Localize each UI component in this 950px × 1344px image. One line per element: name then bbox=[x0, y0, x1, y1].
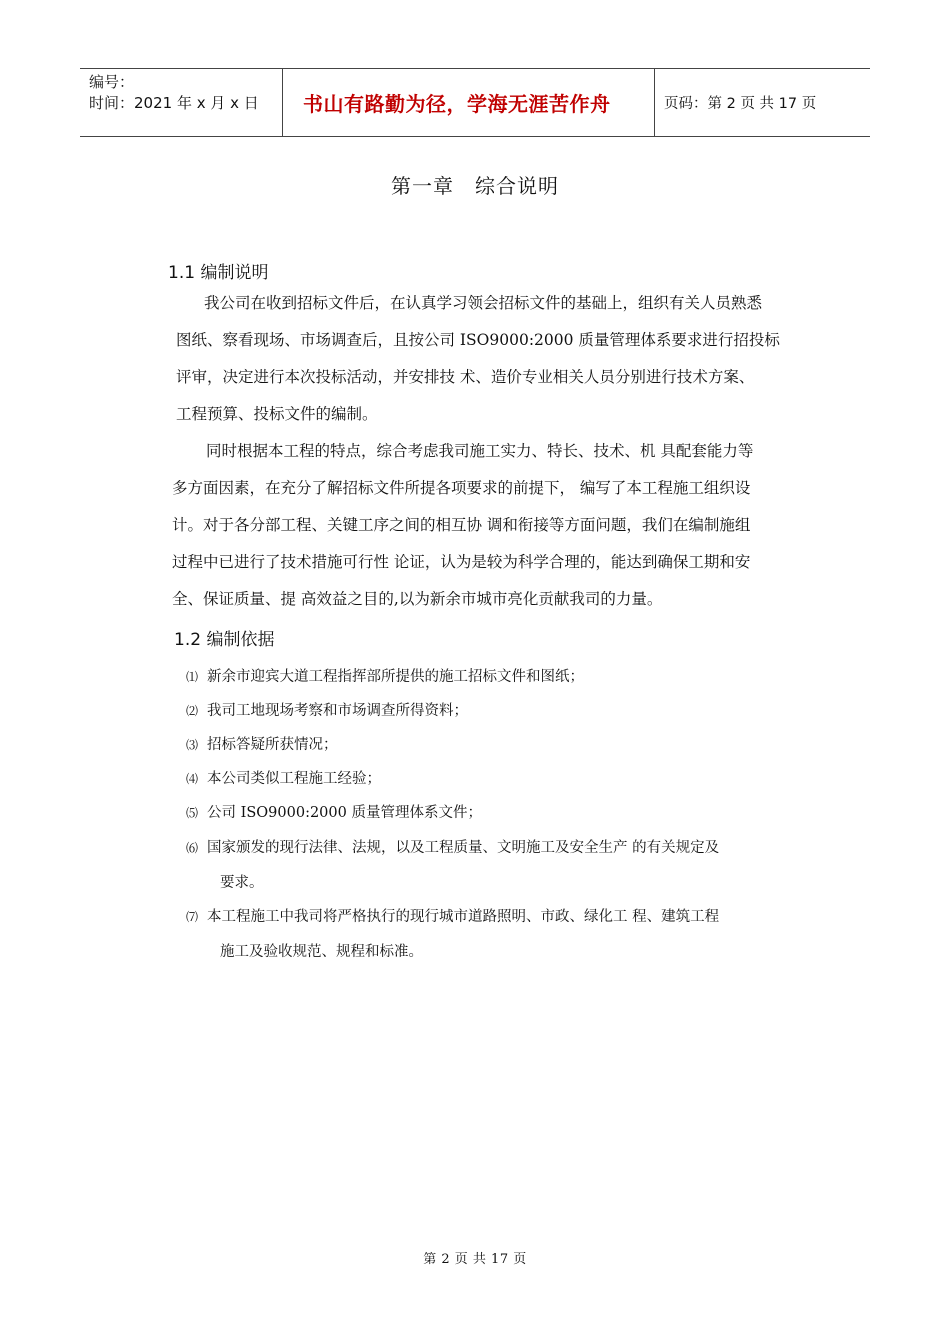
list-item-continuation: 施工及验收规范、规程和标准。 bbox=[220, 944, 423, 960]
paragraph-line: 全、保证质量、提 高效益之目的,以为新余市城市亮化贡献我司的力量。 bbox=[172, 590, 663, 608]
list-item-text: 我司工地现场考察和市场调查所得资料； bbox=[207, 703, 469, 719]
list-item-text: 本工程施工中我司将严格执行的现行城市道路照明、市政、绿化工 程、建筑工程 bbox=[207, 909, 720, 925]
list-item-text: 公司 ISO9000:2000 质量管理体系文件； bbox=[207, 805, 482, 821]
page-header bbox=[80, 68, 870, 137]
list-item bbox=[186, 733, 338, 754]
list-item-number: ⑸ bbox=[186, 806, 199, 820]
list-item bbox=[186, 699, 468, 720]
list-item bbox=[186, 767, 381, 788]
list-item-text: 本公司类似工程施工经验； bbox=[207, 771, 382, 787]
header-page-info: 页码：第 2 页 共 17 页 bbox=[664, 96, 817, 112]
list-item-number: ⑴ bbox=[186, 670, 199, 684]
header-motto: 书山有路勤为径，学海无涯苦作舟 bbox=[282, 69, 655, 136]
list-item-continuation: 要求。 bbox=[220, 875, 264, 891]
list-item bbox=[186, 665, 584, 686]
page-footer: 第 2 页 共 17 页 bbox=[423, 1252, 527, 1267]
section-heading-1-1: 1.1 编制说明 bbox=[168, 263, 269, 283]
list-item-text: 国家颁发的现行法律、法规，以及工程质量、文明施工及安全生产 的有关规定及 bbox=[207, 840, 720, 856]
section-heading-1-2: 1.2 编制依据 bbox=[174, 630, 275, 650]
list-item bbox=[186, 836, 719, 857]
list-item bbox=[186, 801, 482, 822]
list-item-number: ⑹ bbox=[186, 841, 199, 855]
paragraph-line: 多方面因素，在充分了解招标文件所提各项要求的前提下， 编写了本工程施工组织设 bbox=[172, 479, 751, 497]
paragraph-line: 计。对于各分部工程、关键工序之间的相互协 调和衔接等方面问题，我们在编制施组 bbox=[172, 516, 751, 534]
paragraph-line: 同时根据本工程的特点，综合考虑我司施工实力、特长、技术、机 具配套能力等 bbox=[206, 442, 754, 460]
list-item-text: 新余市迎宾大道工程指挥部所提供的施工招标文件和图纸； bbox=[207, 669, 585, 685]
chapter-title: 第一章 综合说明 bbox=[391, 174, 559, 198]
list-item bbox=[186, 905, 719, 926]
paragraph-line: 我公司在收到招标文件后，在认真学习领会招标文件的基础上，组织有关人员熟悉 bbox=[204, 294, 763, 312]
document-time: 时间：2021 年 x 月 x 日 bbox=[89, 94, 259, 112]
list-item-number: ⑺ bbox=[186, 910, 199, 924]
paragraph-line: 评审，决定进行本次投标活动，并安排技 术、造价专业相关人员分别进行技术方案、 bbox=[176, 368, 755, 386]
paragraph-1 bbox=[176, 285, 816, 433]
list-item-text: 招标答疑所获情况； bbox=[207, 737, 338, 753]
list-item-number: ⑵ bbox=[186, 704, 199, 718]
list-item-number: ⑷ bbox=[186, 772, 199, 786]
document-number-label: 编号： bbox=[89, 73, 135, 91]
paragraph-line: 图纸、察看现场、市场调查后，且按公司 ISO9000:2000 质量管理体系要求进行招投标 bbox=[176, 331, 780, 349]
paragraph-2 bbox=[172, 433, 812, 618]
header-meta bbox=[80, 69, 282, 136]
paragraph-line: 工程预算、投标文件的编制。 bbox=[176, 405, 378, 423]
list-item-number: ⑶ bbox=[186, 738, 199, 752]
paragraph-line: 过程中已进行了技术措施可行性 论证，认为是较为科学合理的，能达到确保工期和安 bbox=[172, 553, 751, 571]
